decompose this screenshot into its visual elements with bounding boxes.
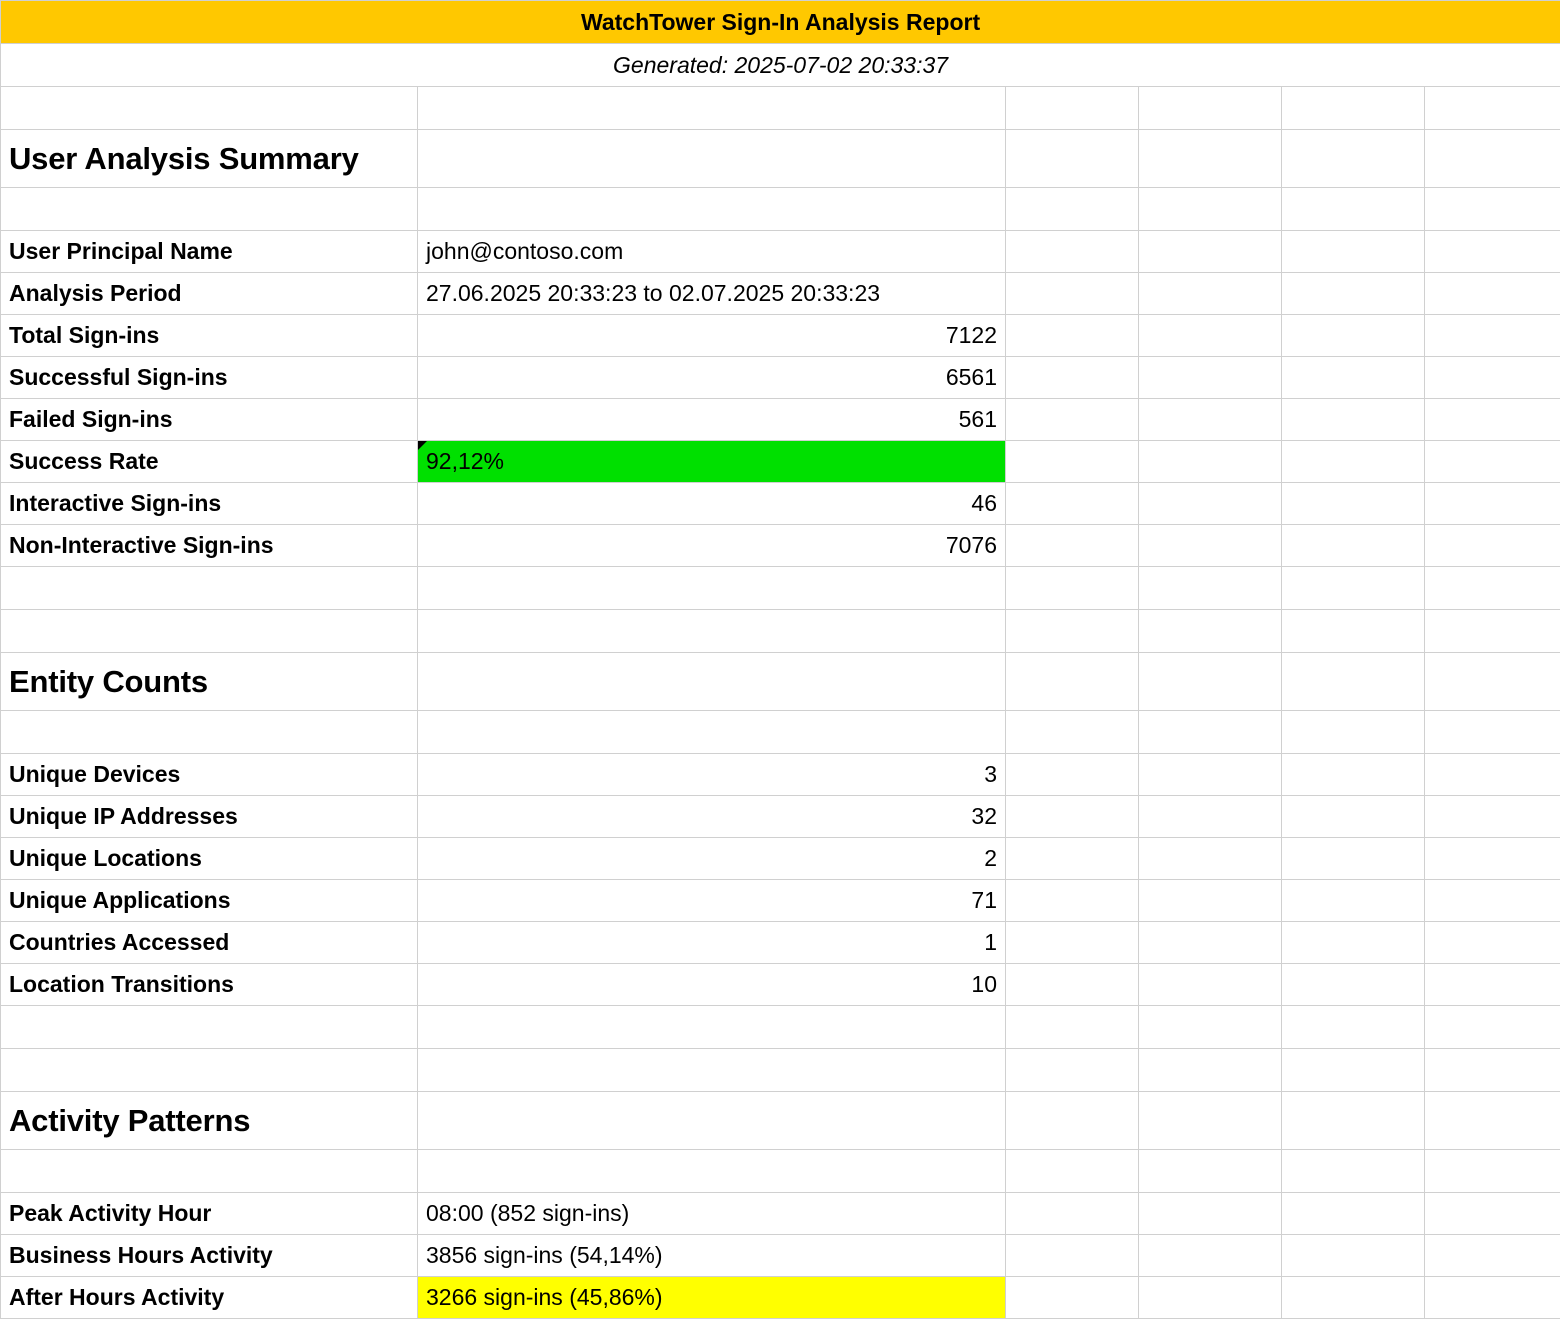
blank-cell — [1425, 87, 1560, 130]
blank-cell — [1425, 188, 1560, 231]
table-row — [1, 315, 1560, 357]
blank-cell — [1425, 964, 1560, 1006]
blank-cell — [1282, 1235, 1425, 1277]
blank-cell — [1282, 1150, 1425, 1193]
blank-cell — [1006, 880, 1139, 922]
row-label: Success Rate — [1, 441, 418, 483]
blank-cell — [1425, 525, 1560, 567]
row-value: 71 — [418, 880, 1006, 922]
row-value: 6561 — [418, 357, 1006, 399]
blank-cell — [1006, 567, 1139, 610]
row-label: After Hours Activity — [1, 1277, 418, 1319]
spacer-row — [1, 188, 1560, 231]
blank-cell — [1425, 653, 1560, 711]
blank-cell — [418, 653, 1006, 711]
blank-cell — [1282, 483, 1425, 525]
status-badge: 92,12% — [418, 441, 1006, 483]
blank-cell — [1282, 188, 1425, 231]
blank-cell — [1139, 483, 1282, 525]
blank-cell — [1425, 838, 1560, 880]
blank-cell — [1282, 838, 1425, 880]
spacer-row — [1, 1049, 1560, 1092]
blank-cell — [1282, 1049, 1425, 1092]
blank-cell — [1282, 796, 1425, 838]
blank-cell — [418, 1049, 1006, 1092]
status-badge: 3266 sign-ins (45,86%) — [418, 1277, 1006, 1319]
table-row — [1, 441, 1560, 483]
blank-cell — [1006, 653, 1139, 711]
blank-cell — [1425, 1150, 1560, 1193]
row-value: 32 — [418, 796, 1006, 838]
blank-cell — [1425, 231, 1560, 273]
blank-cell — [1139, 525, 1282, 567]
blank-cell — [1006, 1150, 1139, 1193]
blank-cell — [1425, 1277, 1560, 1319]
blank-cell — [1425, 880, 1560, 922]
blank-cell — [1282, 130, 1425, 188]
row-label: Business Hours Activity — [1, 1235, 418, 1277]
blank-cell — [1006, 441, 1139, 483]
blank-cell — [1006, 1193, 1139, 1235]
row-value: 3 — [418, 754, 1006, 796]
row-label: Location Transitions — [1, 964, 418, 1006]
blank-cell — [1139, 610, 1282, 653]
blank-cell — [1425, 1006, 1560, 1049]
row-value: john@contoso.com — [418, 231, 1006, 273]
blank-cell — [1, 567, 418, 610]
row-label: Peak Activity Hour — [1, 1193, 418, 1235]
blank-cell — [418, 1092, 1006, 1150]
blank-cell — [1006, 130, 1139, 188]
blank-cell — [418, 130, 1006, 188]
page-title: WatchTower Sign-In Analysis Report — [1, 1, 1560, 44]
row-label: Countries Accessed — [1, 922, 418, 964]
blank-cell — [1139, 1092, 1282, 1150]
blank-cell — [1425, 399, 1560, 441]
spacer-row — [1, 1006, 1560, 1049]
blank-cell — [1282, 711, 1425, 754]
table-row — [1, 357, 1560, 399]
table-row — [1, 880, 1560, 922]
row-value: 561 — [418, 399, 1006, 441]
blank-cell — [1139, 1193, 1282, 1235]
blank-cell — [1425, 567, 1560, 610]
blank-cell — [1425, 130, 1560, 188]
table-row — [1, 273, 1560, 315]
blank-cell — [418, 1150, 1006, 1193]
blank-cell — [1139, 315, 1282, 357]
blank-cell — [1006, 525, 1139, 567]
section-header-user-analysis — [1, 130, 1560, 188]
blank-cell — [1282, 610, 1425, 653]
blank-cell — [418, 87, 1006, 130]
blank-cell — [1425, 796, 1560, 838]
blank-cell — [1425, 315, 1560, 357]
blank-cell — [1139, 964, 1282, 1006]
blank-cell — [1006, 711, 1139, 754]
generated-timestamp: Generated: 2025-07-02 20:33:37 — [1, 44, 1560, 87]
blank-cell — [1282, 87, 1425, 130]
blank-cell — [1425, 922, 1560, 964]
row-label: Unique Applications — [1, 880, 418, 922]
blank-cell — [418, 610, 1006, 653]
table-row — [1, 1277, 1560, 1319]
blank-cell — [1006, 231, 1139, 273]
blank-cell — [1139, 441, 1282, 483]
blank-cell — [1139, 1277, 1282, 1319]
table-row — [1, 525, 1560, 567]
blank-cell — [1006, 1092, 1139, 1150]
blank-cell — [1425, 441, 1560, 483]
blank-cell — [1282, 399, 1425, 441]
row-value: 46 — [418, 483, 1006, 525]
spacer-row — [1, 1150, 1560, 1193]
blank-cell — [1006, 399, 1139, 441]
blank-cell — [418, 711, 1006, 754]
row-value: 08:00 (852 sign-ins) — [418, 1193, 1006, 1235]
table-row — [1, 796, 1560, 838]
blank-cell — [1006, 483, 1139, 525]
blank-cell — [1, 1049, 418, 1092]
blank-cell — [1006, 796, 1139, 838]
table-row — [1, 399, 1560, 441]
blank-cell — [1139, 87, 1282, 130]
table-row — [1, 1235, 1560, 1277]
blank-cell — [1139, 1049, 1282, 1092]
blank-cell — [1282, 567, 1425, 610]
row-label: Successful Sign-ins — [1, 357, 418, 399]
blank-cell — [1139, 754, 1282, 796]
blank-cell — [1139, 922, 1282, 964]
row-label: Interactive Sign-ins — [1, 483, 418, 525]
table-row — [1, 231, 1560, 273]
table-row — [1, 964, 1560, 1006]
row-label: Unique Devices — [1, 754, 418, 796]
row-label: Total Sign-ins — [1, 315, 418, 357]
blank-cell — [1006, 964, 1139, 1006]
blank-cell — [418, 188, 1006, 231]
row-value: 27.06.2025 20:33:23 to 02.07.2025 20:33:23 — [418, 273, 1006, 315]
spacer-row — [1, 610, 1560, 653]
blank-cell — [1425, 273, 1560, 315]
blank-cell — [1282, 653, 1425, 711]
blank-cell — [1, 1006, 418, 1049]
table-row — [1, 922, 1560, 964]
blank-cell — [1006, 357, 1139, 399]
blank-cell — [1282, 922, 1425, 964]
blank-cell — [1425, 1235, 1560, 1277]
row-label: Non-Interactive Sign-ins — [1, 525, 418, 567]
blank-cell — [1, 711, 418, 754]
blank-cell — [1282, 1092, 1425, 1150]
blank-cell — [1425, 1049, 1560, 1092]
blank-cell — [1282, 880, 1425, 922]
blank-cell — [1282, 1193, 1425, 1235]
section-title: User Analysis Summary — [1, 130, 418, 188]
table-row — [1, 1193, 1560, 1235]
blank-cell — [1282, 231, 1425, 273]
blank-cell — [1006, 273, 1139, 315]
row-value: 2 — [418, 838, 1006, 880]
blank-cell — [1006, 1235, 1139, 1277]
blank-cell — [1006, 838, 1139, 880]
blank-cell — [1006, 315, 1139, 357]
blank-cell — [1425, 483, 1560, 525]
blank-cell — [418, 567, 1006, 610]
blank-cell — [1139, 1006, 1282, 1049]
section-title: Activity Patterns — [1, 1092, 418, 1150]
blank-cell — [1282, 357, 1425, 399]
section-header-activity-patterns — [1, 1092, 1560, 1150]
blank-cell — [1006, 188, 1139, 231]
blank-cell — [1282, 754, 1425, 796]
blank-cell — [1425, 754, 1560, 796]
spacer-row — [1, 87, 1560, 130]
blank-cell — [1282, 964, 1425, 1006]
blank-cell — [1139, 1150, 1282, 1193]
blank-cell — [418, 1006, 1006, 1049]
blank-cell — [1282, 1006, 1425, 1049]
spacer-row — [1, 711, 1560, 754]
blank-cell — [1282, 273, 1425, 315]
blank-cell — [1139, 1235, 1282, 1277]
row-label: Failed Sign-ins — [1, 399, 418, 441]
section-title: Entity Counts — [1, 653, 418, 711]
blank-cell — [1139, 653, 1282, 711]
blank-cell — [1006, 754, 1139, 796]
blank-cell — [1006, 922, 1139, 964]
row-label: User Principal Name — [1, 231, 418, 273]
blank-cell — [1006, 1277, 1139, 1319]
blank-cell — [1139, 796, 1282, 838]
blank-cell — [1139, 357, 1282, 399]
blank-cell — [1139, 399, 1282, 441]
blank-cell — [1006, 610, 1139, 653]
blank-cell — [1, 1150, 418, 1193]
blank-cell — [1425, 1092, 1560, 1150]
blank-cell — [1282, 441, 1425, 483]
blank-cell — [1006, 87, 1139, 130]
blank-cell — [1139, 188, 1282, 231]
blank-cell — [1139, 838, 1282, 880]
report-title-row — [1, 1, 1560, 44]
blank-cell — [1139, 880, 1282, 922]
table-row — [1, 754, 1560, 796]
row-value: 1 — [418, 922, 1006, 964]
blank-cell — [1006, 1006, 1139, 1049]
blank-cell — [1006, 1049, 1139, 1092]
blank-cell — [1282, 315, 1425, 357]
blank-cell — [1425, 711, 1560, 754]
blank-cell — [1, 87, 418, 130]
spacer-row — [1, 567, 1560, 610]
blank-cell — [1139, 231, 1282, 273]
blank-cell — [1425, 610, 1560, 653]
blank-cell — [1, 610, 418, 653]
row-value: 10 — [418, 964, 1006, 1006]
blank-cell — [1139, 130, 1282, 188]
blank-cell — [1139, 273, 1282, 315]
report-subtitle-row — [1, 44, 1560, 87]
blank-cell — [1425, 357, 1560, 399]
blank-cell — [1282, 1277, 1425, 1319]
blank-cell — [1, 188, 418, 231]
table-row — [1, 838, 1560, 880]
row-value: 3856 sign-ins (54,14%) — [418, 1235, 1006, 1277]
section-header-entity-counts — [1, 653, 1560, 711]
blank-cell — [1139, 567, 1282, 610]
row-label: Analysis Period — [1, 273, 418, 315]
row-value: 7076 — [418, 525, 1006, 567]
row-label: Unique IP Addresses — [1, 796, 418, 838]
row-label: Unique Locations — [1, 838, 418, 880]
blank-cell — [1282, 525, 1425, 567]
blank-cell — [1139, 711, 1282, 754]
row-value: 7122 — [418, 315, 1006, 357]
table-row — [1, 483, 1560, 525]
blank-cell — [1425, 1193, 1560, 1235]
